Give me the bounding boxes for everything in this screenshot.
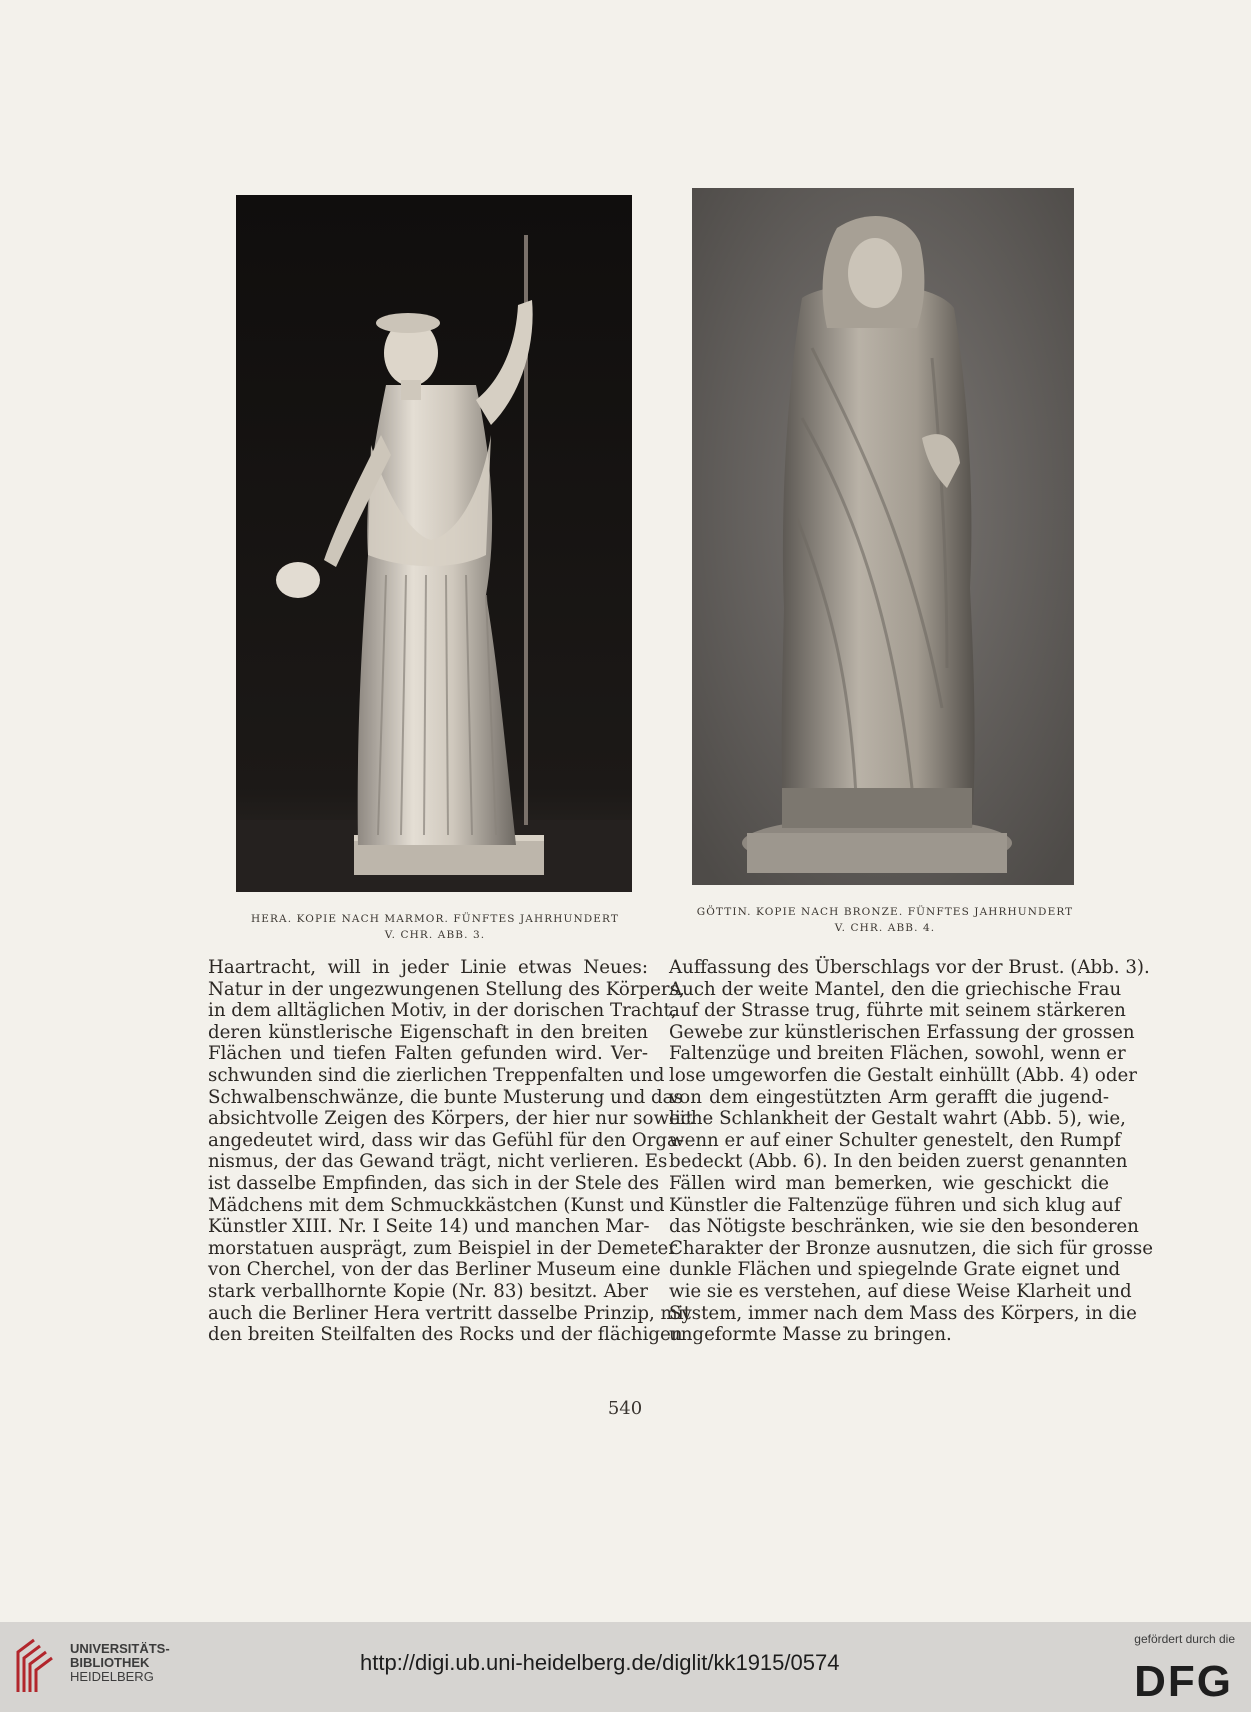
text-line: Künstler XIII. Nr. I Seite 14) und manchen Mar- <box>208 1216 650 1238</box>
text-line: Flächen und tiefen Falten gefunden wird. Ver- <box>208 1043 648 1065</box>
text-line: Natur in der ungezwungenen Stellung des Körpers, <box>208 978 685 1000</box>
figure-caption-goettin <box>670 904 1100 936</box>
text-line: ist dasselbe Empfinden, das sich in der Stele des <box>208 1172 660 1194</box>
text-line: bedeckt (Abb. 6). In den beiden zuerst genannten <box>669 1151 1128 1173</box>
text-line: in dem alltäglichen Motiv, in der dorischen Tracht, <box>208 1000 677 1022</box>
text-line: Gewebe zur künstlerischen Erfassung der grossen <box>669 1021 1135 1043</box>
text-line: Haartracht, will in jeder Linie etwas Neues: <box>208 957 648 978</box>
dfg-logo: DFG <box>1134 1657 1233 1706</box>
text-line: stark verballhornte Kopie (Nr. 83) besitzt. Aber <box>208 1280 648 1302</box>
caption-line-2: V. CHR. ABB. 4. <box>834 922 936 934</box>
text-line: schwunden sind die zierlichen Treppenfalten und <box>208 1064 665 1086</box>
text-line: von Cherchel, von der das Berliner Museum eine <box>208 1259 661 1281</box>
ub-heidelberg-logo-icon <box>14 1636 56 1696</box>
figure-caption-hera <box>220 911 650 943</box>
page-number: 540 <box>607 1398 643 1419</box>
caption-line-2: V. CHR. ABB. 3. <box>384 929 486 941</box>
goettin-statue-image <box>692 188 1074 885</box>
text-line: morstatuen ausprägt, zum Beispiel in der Demeter <box>208 1237 677 1259</box>
text-line: dunkle Flächen und spiegelnde Grate eignet und <box>669 1259 1121 1281</box>
library-name-line: HEIDELBERG <box>70 1669 154 1684</box>
text-line: Künstler die Faltenzüge führen und sich klug auf <box>669 1194 1121 1216</box>
text-line: Schwalbenschwänze, die bunte Musterung und das <box>208 1086 683 1108</box>
text-line: Auch der weite Mantel, den die griechische Frau <box>669 978 1122 1000</box>
text-line: angedeutet wird, dass wir das Gefühl für den Orga- <box>208 1129 685 1151</box>
library-name-line: UNIVERSITÄTS- <box>70 1641 170 1656</box>
text-line: von dem eingestützten Arm gerafft die jugend- <box>669 1086 1109 1108</box>
library-name-line: BIBLIOTHEK <box>70 1655 150 1670</box>
hera-statue-image <box>236 195 632 892</box>
text-column-right <box>669 957 1154 1346</box>
text-column-left <box>208 957 693 1346</box>
permalink-url[interactable]: http://digi.ub.uni-heidelberg.de/diglit/kk1915/0574 <box>360 1650 840 1675</box>
figure-goettin-photo <box>692 188 1074 885</box>
text-line: ungeformte Masse zu bringen. <box>669 1324 952 1346</box>
footer-bar <box>0 1622 1251 1712</box>
caption-line-1: GÖTTIN. KOPIE NACH BRONZE. FÜNFTES JAHRHUNDERT <box>696 906 1074 918</box>
text-line: absichtvolle Zeigen des Körpers, der hier nur soweit <box>208 1108 693 1130</box>
text-line: wenn er auf einer Schulter genestelt, den Rumpf <box>669 1129 1121 1151</box>
text-line: nismus, der das Gewand trägt, nicht verlieren. Es <box>208 1151 668 1173</box>
text-line: deren künstlerische Eigenschaft in den breiten <box>208 1021 648 1043</box>
text-line: liche Schlankheit der Gestalt wahrt (Abb. 5), wie, <box>669 1108 1126 1130</box>
text-line: wie sie es verstehen, auf diese Weise Klarheit und <box>669 1280 1132 1302</box>
text-line: Mädchens mit dem Schmuckkästchen (Kunst und <box>208 1194 665 1216</box>
text-line: Fällen wird man bemerken, wie geschickt die <box>669 1172 1109 1194</box>
library-name <box>70 1642 170 1684</box>
text-line: lose umgeworfen die Gestalt einhüllt (Abb. 4) oder <box>669 1064 1137 1086</box>
figure-hera-photo <box>236 195 632 892</box>
text-line: auf der Strasse trug, führte mit seinem stärkeren <box>669 1000 1126 1022</box>
text-line: den breiten Steilfalten des Rocks und der flächigen <box>208 1324 683 1346</box>
funded-by-label: gefördert durch die <box>1134 1632 1235 1646</box>
text-line: Charakter der Bronze ausnutzen, die sich für grosse <box>669 1237 1154 1259</box>
text-line: Auffassung des Überschlags vor der Brust. (Abb. 3). <box>669 957 1150 978</box>
text-line: das Nötigste beschränken, wie sie den besonderen <box>669 1216 1139 1238</box>
text-line: Faltenzüge und breiten Flächen, sowohl, wenn er <box>669 1043 1126 1065</box>
text-line: auch die Berliner Hera vertritt dasselbe Prinzip, mit <box>208 1302 691 1324</box>
text-line: System, immer nach dem Mass des Körpers, in die <box>669 1302 1137 1324</box>
caption-line-1: HERA. KOPIE NACH MARMOR. FÜNFTES JAHRHUNDERT <box>251 913 619 925</box>
